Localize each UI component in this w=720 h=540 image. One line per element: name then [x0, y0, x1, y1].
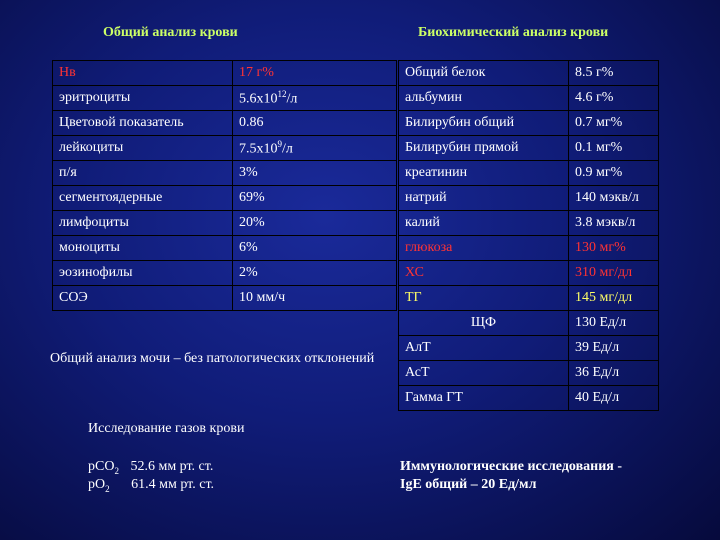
table-row [399, 86, 659, 111]
row-label: лейкоциты [53, 136, 233, 161]
table-row [399, 136, 659, 161]
row-value: 140 мэкв/л [569, 186, 659, 211]
table-row [399, 236, 659, 261]
table-row [399, 311, 659, 336]
row-value: 3% [233, 161, 397, 186]
value-unit: /л [282, 141, 293, 157]
table-row [399, 211, 659, 236]
table-row [399, 161, 659, 186]
po2-label: pO [88, 477, 106, 492]
row-value: 20% [233, 211, 397, 236]
table-row [399, 261, 659, 286]
table-row [53, 236, 397, 261]
row-value: 17 г% [233, 61, 397, 86]
table-row [53, 186, 397, 211]
row-label: Цветовой показатель [53, 111, 233, 136]
immuno-line1: Иммунологические исследования - [400, 459, 623, 474]
row-label: Билирубин общий [399, 111, 569, 136]
row-label: Билирубин прямой [399, 136, 569, 161]
table-row [53, 211, 397, 236]
row-label: Общий белок [399, 61, 569, 86]
row-label: альбумин [399, 86, 569, 111]
row-label: эозинофилы [53, 261, 233, 286]
row-value: 130 мг% [569, 236, 659, 261]
immuno-line2: IgE общий – 20 Ед/мл [400, 477, 537, 492]
row-label: ЩФ [399, 311, 569, 336]
row-value [233, 136, 397, 161]
row-label: эритроциты [53, 86, 233, 111]
pco2-sub: 2 [114, 465, 119, 476]
row-label: АлТ [399, 336, 569, 361]
value-base: 7.5х10 [239, 141, 278, 157]
table-row [53, 111, 397, 136]
row-label: калий [399, 211, 569, 236]
row-value: 0.9 мг% [569, 161, 659, 186]
row-label: натрий [399, 186, 569, 211]
table-row [53, 161, 397, 186]
row-label: СОЭ [53, 286, 233, 311]
row-value: 0.1 мг% [569, 136, 659, 161]
row-label: сегментоядерные [53, 186, 233, 211]
row-label: АсТ [399, 361, 569, 386]
row-value: 6% [233, 236, 397, 261]
row-label: п/я [53, 161, 233, 186]
pco2-label: pCO [88, 459, 115, 474]
row-label: креатинин [399, 161, 569, 186]
table-row [399, 286, 659, 311]
gas-po2 [88, 476, 214, 498]
row-label: Нв [53, 61, 233, 86]
row-value: 3.8 мэкв/л [569, 211, 659, 236]
value-exponent: 12 [277, 88, 287, 99]
row-label: лимфоциты [53, 211, 233, 236]
row-value: 310 мг/дл [569, 261, 659, 286]
row-value: 0.7 мг% [569, 111, 659, 136]
table-row [399, 361, 659, 386]
row-label: моноциты [53, 236, 233, 261]
right-heading: Биохимический анализ крови [418, 25, 609, 40]
biochem-table [398, 60, 659, 411]
table-row [399, 336, 659, 361]
row-value: 4.6 г% [569, 86, 659, 111]
row-value: 10 мм/ч [233, 286, 397, 311]
row-label: глюкоза [399, 236, 569, 261]
value-unit: /л [286, 91, 298, 107]
row-value: 69% [233, 186, 397, 211]
table-row [53, 136, 397, 161]
table-row [399, 61, 659, 86]
cbc-table [52, 60, 397, 311]
table-row [53, 261, 397, 286]
gas-heading: Исследование газов крови [88, 421, 245, 436]
row-label: ТГ [399, 286, 569, 311]
row-label: ХС [399, 261, 569, 286]
table-row [53, 86, 397, 111]
row-value: 0.86 [233, 111, 397, 136]
value-base: 5.6х10 [239, 91, 278, 107]
table-row [53, 286, 397, 311]
row-value [233, 86, 397, 111]
row-value: 39 Ед/л [569, 336, 659, 361]
table-row [399, 111, 659, 136]
row-value: 2% [233, 261, 397, 286]
table-row [399, 386, 659, 411]
row-value: 40 Ед/л [569, 386, 659, 411]
po2-sub: 2 [105, 483, 110, 494]
row-value: 130 Ед/л [569, 311, 659, 336]
po2-value: 61.4 мм рт. ст. [131, 477, 215, 492]
table-row [53, 61, 397, 86]
row-label: Гамма ГТ [399, 386, 569, 411]
row-value: 36 Ед/л [569, 361, 659, 386]
table-row [399, 186, 659, 211]
pco2-value: 52.6 мм рт. ст. [130, 459, 214, 474]
row-value: 145 мг/дл [569, 286, 659, 311]
row-value: 8.5 г% [569, 61, 659, 86]
left-heading: Общий анализ крови [103, 25, 238, 40]
urine-note: Общий анализ мочи – без патологических отклонений [50, 351, 375, 366]
value-exponent: 9 [277, 138, 282, 149]
